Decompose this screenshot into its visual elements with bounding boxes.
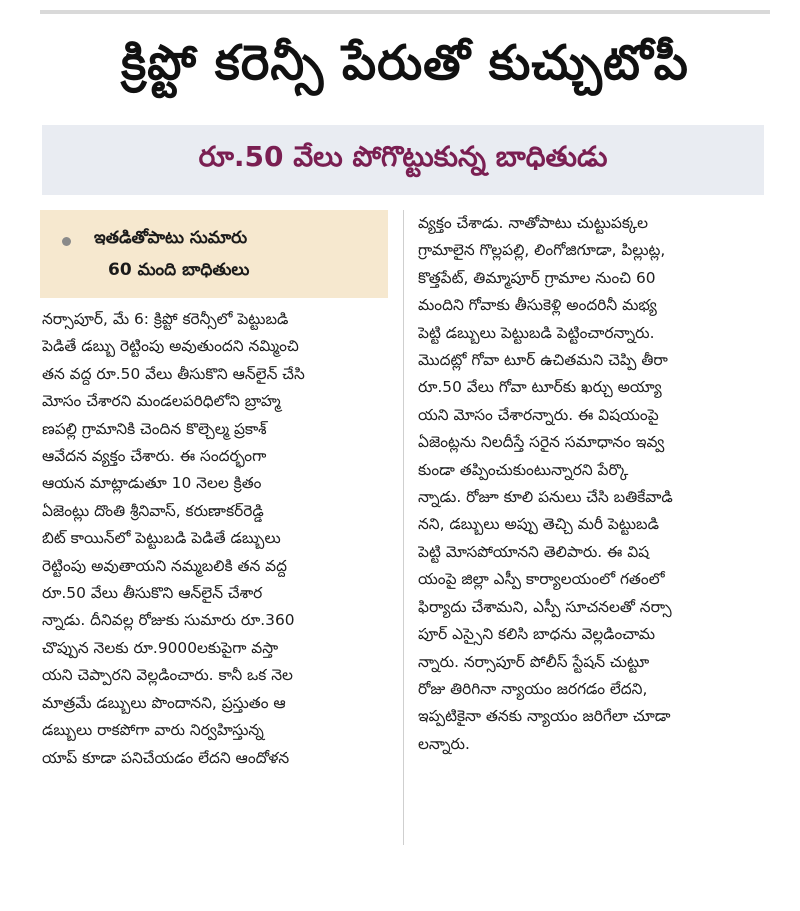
highlight-box [40,210,388,298]
body-text-line: రూ.50 వేలు గోవా టూర్‌కు ఖర్చు అయ్యా [418,378,662,397]
body-text-line: రూ.50 వేలు తీసుకొని ఆన్‌లైన్ చేశార [42,584,263,603]
body-text-line: పెట్టి మోసపోయానని తెలిపారు. ఈ విష [418,542,650,561]
body-text-line: మాత్రమే డబ్బులు పొందానని, ప్రస్తుతం ఆ [42,693,286,712]
highlight-line: 60 మంది బాధితులు [108,260,250,280]
body-text-line: న్నారు. నర్సాపూర్ పోలీస్ స్టేషన్ చుట్టూ [418,652,650,671]
body-text-line: యాప్ కూడా పనిచేయడం లేదని ఆందోళన [42,748,290,767]
headline: క్రిప్టో కరెన్సీ పేరుతో కుచ్చుటోపీ [121,35,689,91]
body-text-line: రోజు తిరిగినా న్యాయం జరగడం లేదని, [418,679,648,698]
body-text-line: ఆయన మాట్లాడుతూ 10 నెలల క్రితం [42,474,262,493]
body-text-line: చొప్పున నెలకు రూ.9000లకుపైగా వస్తా [42,638,279,657]
body-text-line: ఏజెంట్లను నిలదీస్తే సరైన సమాధానం ఇవ్వ [418,433,665,452]
body-text-line: ణపల్లి గ్రామానికి చెందిన కొల్చెల్మ ప్రకాశ్ [42,419,267,438]
right-column [418,210,768,758]
column-divider [403,210,404,845]
body-text-line: ఫిర్యాదు చేశామని, ఎస్పీ సూచనలతో నర్సా [418,597,672,616]
subheadline-banner: రూ.50 వేలు పోగొట్టుకున్న బాధితుడు [42,125,764,195]
highlight-line: ఇతడితోపాటు సుమారు [94,228,248,248]
body-text-line: యని చెప్పారని వెల్లడించారు. కానీ ఒక నెల [42,666,293,685]
body-text-line: డబ్బులు రాకపోగా వారు నిర్వహిస్తున్న [42,721,264,740]
body-text-line: మొదట్లో గోవా టూర్ ఉచితమని చెప్పి తీరా [418,351,668,370]
body-text-line: న్నాడు. దీనివల్ల రోజుకు సుమారు రూ.360 [42,611,295,630]
body-text-line: ఆవేదన వ్యక్తం చేశారు. ఈ సందర్భంగా [42,447,267,466]
body-text-line: బిట్ కాయిన్‌లో పెట్టుబడి పెడితే డబ్బులు [42,529,281,548]
body-text-line: పూర్ ఎస్సైని కలిసి బాధను వెల్లడించామ [418,625,656,644]
body-text-line: రెట్టింపు అవుతాయని నమ్మబలికి తన వద్ద [42,556,287,575]
body-text-line: తన వద్ద రూ.50 వేలు తీసుకొని ఆన్‌లైన్ చేసి [42,364,305,383]
body-text-line: మందిని గోవాకు తీసుకెళ్లి అందరినీ మభ్య [418,296,657,315]
body-text-line: యని మోసం చేశారన్నారు. ఈ విషయంపై [418,405,659,424]
body-text-line: మోసం చేశారని మండలపరిధిలోని బ్రాహ్మ [42,392,281,411]
body-text-line: ఇప్పటికైనా తనకు న్యాయం జరిగేలా చూడా [418,707,671,726]
left-column [42,306,388,772]
body-text-line: నని, డబ్బులు అప్పు తెచ్చి మరీ పెట్టుబడి [418,515,659,534]
bullet-icon [62,237,71,246]
top-rule [40,10,770,14]
body-text-line: కుండా తప్పించుకుంటున్నారని పేర్కొ [418,460,629,479]
body-text-line: నర్సాపూర్, మే 6: క్రిప్టో కరెన్సీలో పెట్టుబడి [42,310,289,328]
body-text-line: పెడితే డబ్బు రెట్టింపు అవుతుందని నమ్మించి [42,337,299,356]
body-text-line: గ్రామాలైన గొల్లపల్లి, లింగోజిగూడా, పిల్లుట్ల, [418,241,666,260]
body-text-line: లన్నారు. [418,734,470,753]
body-text-line: న్నాడు. రోజూ కూలి పనులు చేసి బతికేవాడి [418,488,673,507]
body-text-line: పెట్టి డబ్బులు పెట్టుబడి పెట్టించారన్నారు. [418,323,655,342]
body-text-line: యంపై జిల్లా ఎస్పీ కార్యాలయంలో గతంలో [418,570,665,589]
body-text-line: కొత్తపేట్, తిమ్మాపూర్ గ్రామాల నుంచి 60 [418,268,656,287]
body-text-line: ఏజెంట్లు దొంతి శ్రీనివాస్, కరుణాకర్‌రెడ్డి [42,501,264,520]
body-text-line: వ్యక్తం చేశాడు. నాతోపాటు చుట్టుపక్కల [418,214,649,232]
